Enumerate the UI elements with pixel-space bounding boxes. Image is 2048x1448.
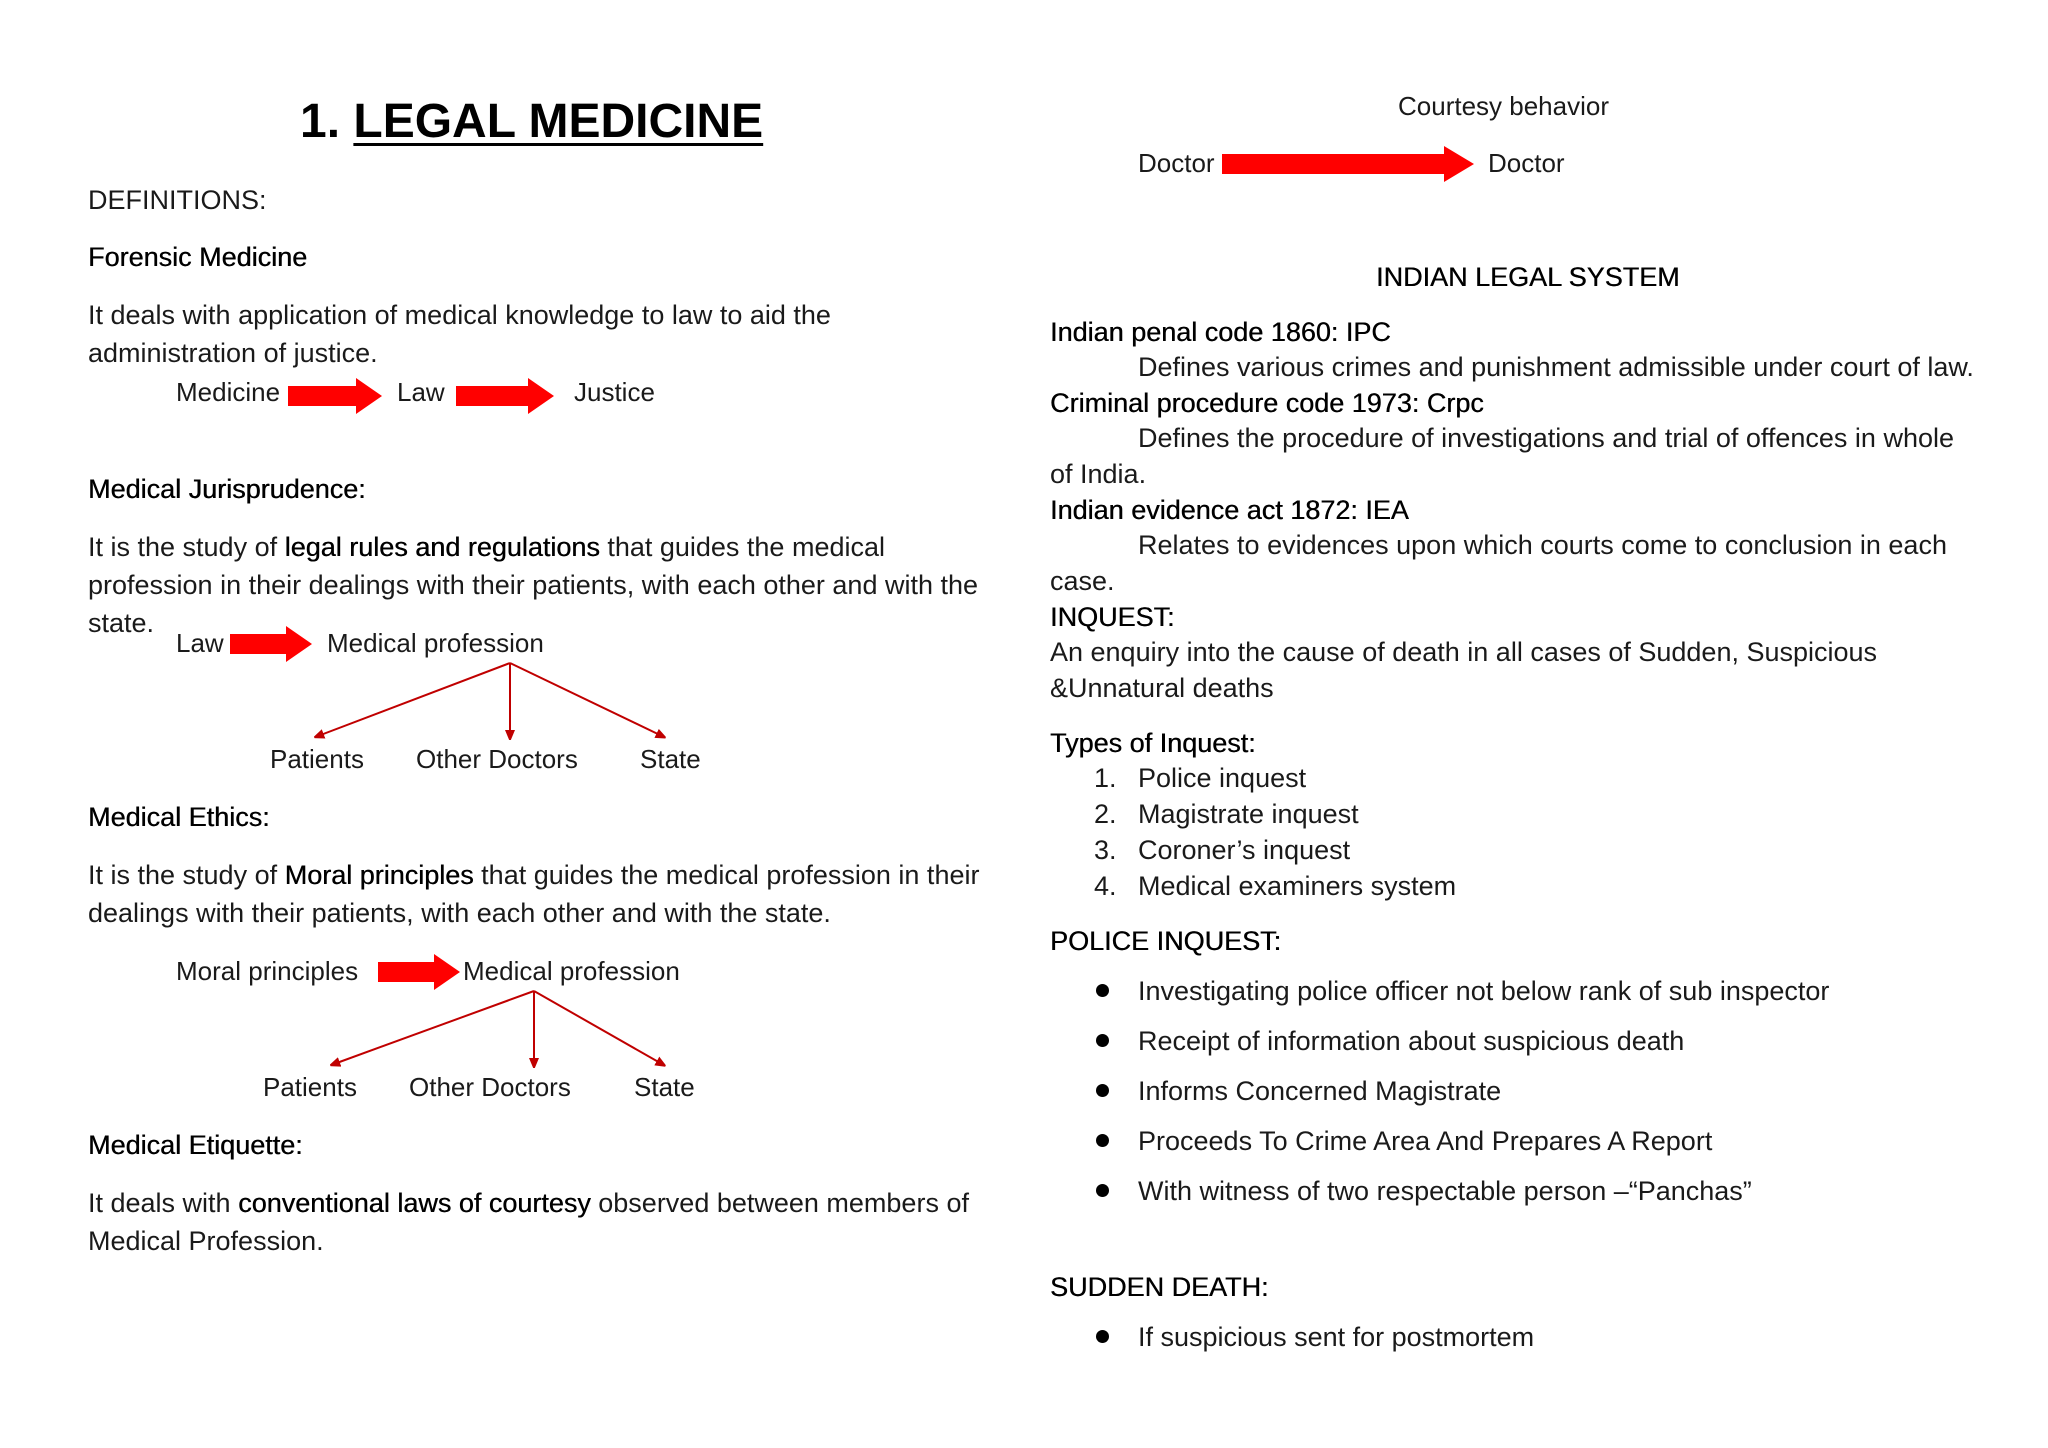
bullet-icon	[1096, 1184, 1109, 1197]
branch-line-patients	[334, 991, 534, 1064]
jurisprudence-branch-doctors: Other Doctors	[416, 744, 578, 774]
title-number: 1.	[300, 95, 341, 148]
flow-medicine: Medicine	[176, 377, 281, 407]
arrow-doctor-doctor	[1222, 146, 1478, 186]
inquest-types-list	[1050, 760, 1456, 904]
list-item: Investigating police officer not below rank of sub inspector	[1050, 976, 1829, 1026]
sudden-death-list	[1050, 1322, 1534, 1372]
inquest-heading: INQUEST:	[1050, 602, 1175, 632]
jurisprudence-branches	[300, 660, 700, 740]
ethics-flow-from: Moral principles	[176, 956, 359, 986]
jurisprudence-body: It is the study of legal rules and regulations that guides the medical profession in their dealings with their patients, with each other and with the state.	[88, 532, 979, 638]
bullet-icon	[1096, 1330, 1109, 1343]
inquest-body: An enquiry into the cause of death in all cases of Sudden, Suspicious &Unnatural deaths	[1050, 637, 1878, 703]
types-heading: Types of Inquest:	[1050, 728, 1256, 758]
list-item: Proceeds To Crime Area And Prepares A Report	[1050, 1126, 1829, 1176]
crpc-body: Defines the procedure of investigations and trial of offences in whole of India.	[1050, 423, 1954, 489]
iea-body: Relates to evidences upon which courts come to conclusion in each case.	[1050, 530, 1947, 596]
jurisprudence-flow-to: Medical profession	[327, 628, 544, 658]
ethics-branch-doctors: Other Doctors	[409, 1072, 571, 1102]
flow-law: Law	[397, 377, 445, 407]
arrow-law-profession	[230, 626, 314, 662]
title-text: LEGAL MEDICINE	[353, 95, 764, 148]
branch-line-state	[534, 991, 662, 1064]
ipc-body: Defines various crimes and punishment admissible under court of law.	[1138, 352, 1974, 382]
etiquette-body: It deals with conventional laws of courtesy observed between members of Medical Profession.	[88, 1188, 969, 1256]
courtesy-label: Courtesy behavior	[1398, 91, 1609, 121]
sudden-death-heading: SUDDEN DEATH:	[1050, 1272, 1269, 1302]
jurisprudence-flow-from: Law	[176, 628, 224, 658]
ethics-branches	[318, 988, 718, 1068]
ethics-key-term: Moral principles	[284, 860, 474, 890]
branch-line-patients	[318, 663, 510, 736]
bullet-icon	[1096, 1084, 1109, 1097]
ethics-branch-state: State	[634, 1072, 695, 1102]
ipc-heading: Indian penal code 1860: IPC	[1050, 317, 1391, 347]
forensic-heading: Forensic Medicine	[88, 242, 308, 272]
bullet-icon	[1096, 1034, 1109, 1047]
list-item: Informs Concerned Magistrate	[1050, 1076, 1829, 1126]
list-item: 2. Magistrate inquest	[1094, 799, 1359, 829]
list-item: 3. Coroner’s inquest	[1094, 835, 1351, 865]
forensic-body: It deals with application of medical knowledge to law to aid the administration of justice.	[88, 300, 831, 368]
list-item: If suspicious sent for postmortem	[1050, 1322, 1534, 1372]
iea-heading: Indian evidence act 1872: IEA	[1050, 495, 1409, 525]
arrow-moral-profession	[378, 954, 462, 990]
bullet-icon	[1096, 1134, 1109, 1147]
page-title	[300, 95, 764, 148]
police-inquest-list	[1050, 976, 1829, 1226]
arrow-medicine-law	[288, 378, 384, 414]
definitions-label: DEFINITIONS:	[88, 185, 267, 215]
branch-line-state	[510, 663, 662, 736]
legal-system-heading: INDIAN LEGAL SYSTEM	[1376, 262, 1680, 292]
list-item: With witness of two respectable person –“Panchas”	[1050, 1176, 1829, 1226]
jurisprudence-branch-patients: Patients	[270, 744, 364, 774]
ethics-flow-to: Medical profession	[463, 956, 680, 986]
ethics-heading: Medical Ethics:	[88, 802, 270, 832]
bullet-icon	[1096, 984, 1109, 997]
courtesy-from: Doctor	[1138, 148, 1215, 178]
list-item: 1. Police inquest	[1094, 763, 1307, 793]
etiquette-key-term: conventional laws of courtesy	[238, 1188, 591, 1218]
crpc-heading: Criminal procedure code 1973: Crpc	[1050, 388, 1484, 418]
jurisprudence-branch-state: State	[640, 744, 701, 774]
list-item: 4. Medical examiners system	[1094, 871, 1457, 901]
jurisprudence-key-term: legal rules and regulations	[284, 532, 600, 562]
courtesy-to: Doctor	[1488, 148, 1565, 178]
jurisprudence-heading: Medical Jurisprudence:	[88, 474, 366, 504]
ethics-body: It is the study of Moral principles that guides the medical profession in their dealings with their patients, with each other and with the state.	[88, 860, 980, 928]
ethics-branch-patients: Patients	[263, 1072, 357, 1102]
police-inquest-heading: POLICE INQUEST:	[1050, 926, 1282, 956]
arrow-law-justice	[456, 378, 556, 414]
flow-justice: Justice	[574, 377, 655, 407]
etiquette-heading: Medical Etiquette:	[88, 1130, 303, 1160]
list-item: Receipt of information about suspicious death	[1050, 1026, 1829, 1076]
